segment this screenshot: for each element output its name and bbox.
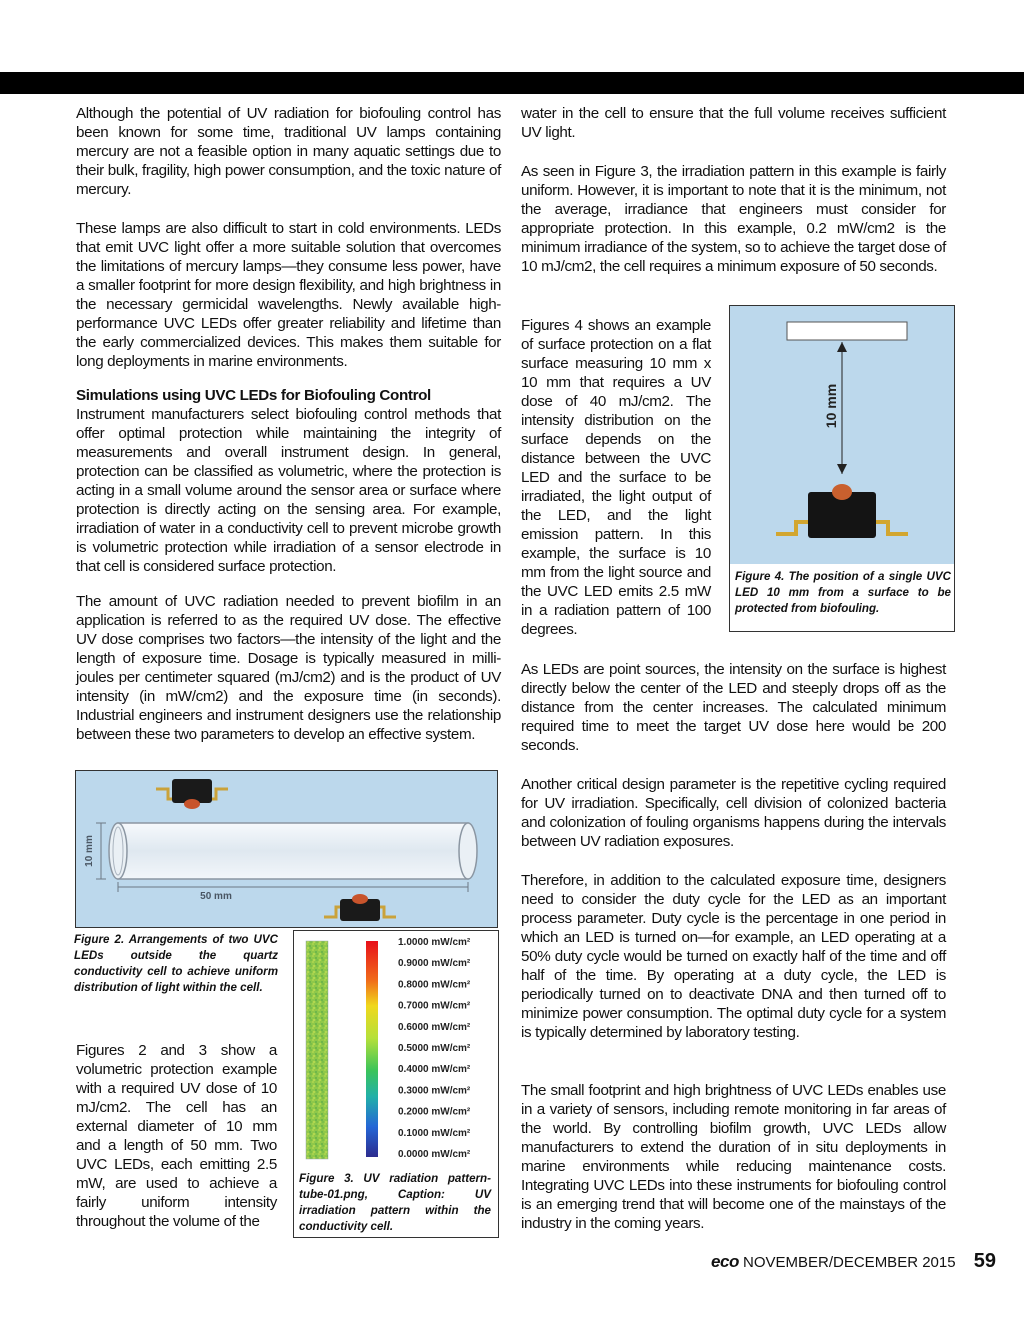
legend-label: 0.4000 mW/cm²	[398, 1064, 471, 1076]
color-scale-legend	[398, 937, 471, 1160]
legend-label: 0.0000 mW/cm²	[398, 1149, 471, 1160]
right-paragraph-4: As LEDs are point sources, the intensity on the surface is highest directly below the center of the LED and steeply drops off as the distance from the center increases. The calculated minimum required time to meet the target UV dose here would be 200 seconds.	[521, 661, 946, 754]
legend-label: 0.3000 mW/cm²	[398, 1085, 471, 1097]
page-footer	[711, 1250, 996, 1273]
magazine-logo: eco	[711, 1252, 739, 1271]
right-paragraph-6: Therefore, in addition to the calculated exposure time, designers need to consider the duty cycle for the LED as an important process parameter. Duty cycle is the percentage in one period in which an LED is turned on—for example, an LED operating at a 50% duty cycle would be turned on exactly half of the time and off half of the time. By operating at a duty cycle, the LED is periodically turned on to deactivate DNA and then turned off to minimize power consumption. The optimal duty cycle for a system is typically determined by laboratory testing.	[521, 872, 946, 1041]
legend-label: 0.6000 mW/cm²	[398, 1021, 471, 1033]
figure-4-distance-label: 10 mm	[823, 383, 839, 429]
uvc-led	[776, 484, 908, 538]
legend-label: 0.2000 mW/cm²	[398, 1106, 471, 1118]
left-paragraph-4: The amount of UVC radiation needed to prevent biofilm in an application is referred to as the required UV dose. The effective UV dose comprises two factors—the intensity of the light and the length of exposure time. Dosage is typically measured in milli-joules per centimeter squared (mJ/cm2) and is the product of UV intensity (in mW/cm2) and the exposure time (in seconds). Industrial engineers and instrument designers use the relationship between these two parameters to develop an effective system.	[76, 593, 501, 743]
legend-label: 0.8000 mW/cm²	[398, 979, 471, 991]
led-distance-diagram	[730, 306, 954, 564]
led-top	[156, 779, 228, 809]
right-paragraph-2: As seen in Figure 3, the irradiation pattern in this example is fairly uniform. However, it is important to note that it is the minimum, not the average, irradiance that engineers must consider for appropriate protection. In this example, 0.2 mW/cm2 is the minimum irradiance of the system, so to achieve the target dose of 10 mJ/cm2, the cell requires a minimum exposure of 50 seconds.	[521, 163, 946, 275]
irradiation-pattern-strip	[306, 941, 328, 1159]
irradiation-pattern-chart	[294, 931, 498, 1171]
led-bottom	[324, 894, 396, 921]
figure-3-caption: Figure 3. UV radiation pattern-tube-01.png, Caption: UV irradiation pattern within the conductivity cell.	[299, 1172, 491, 1233]
page-number: 59	[973, 1250, 996, 1272]
length-dimension	[118, 882, 468, 902]
color-scale-bar	[366, 941, 378, 1157]
height-dimension	[84, 823, 106, 879]
left-paragraph-2: These lamps are also difficult to start in cold environments. LEDs that emit UVC light offer a more suitable solution that overcomes the limitations of mercury lamps—they consume less power, have a smaller footprint for more design flexibility, and high brightness in the necessary germicidal wavelengths. Newly available high-performance UVC LEDs offer greater reliability and lifetime than the early commercialized devices. This makes them suitable for long deployments in marine environments.	[76, 220, 501, 370]
right-paragraph-5: Another critical design parameter is the repetitive cycling required for UV irradiation. Specifically, cell division of colonized bacteria and colonization of fouling organisms happens during the intervals between UV radiation exposures.	[521, 776, 946, 850]
legend-label: 0.7000 mW/cm²	[398, 1000, 471, 1012]
legend-label: 0.1000 mW/cm²	[398, 1127, 471, 1139]
figure-2-caption: Figure 2. Arrangements of two UVC LEDs outside the quartz conductivity cell to achieve uniform distribution of light within the cell.	[74, 933, 278, 994]
protected-surface	[787, 322, 907, 340]
left-paragraph-5: Figures 2 and 3 show a volumetric protection example with a required UV dose of 10 mJ/cm2. The cell has an external diameter of 10 mm and a length of 50 mm. Two UVC LEDs, each emitting 2.5 mW, are used to achieve a fairly uniform intensity throughout the volume of the	[76, 1042, 277, 1230]
issue-date: NOVEMBER/DECEMBER 2015	[743, 1254, 956, 1271]
quartz-tube	[109, 823, 477, 879]
figure-2-height-label: 10 mm	[84, 835, 95, 867]
header-bar	[0, 72, 1024, 94]
figure-4-caption: Figure 4. The position of a single UVC LED 10 mm from a surface to be protected from biofouling.	[735, 570, 951, 615]
figure-2-image	[75, 770, 498, 928]
figure-3	[293, 930, 499, 1238]
right-paragraph-1: water in the cell to ensure that the full volume receives sufficient UV light.	[521, 105, 946, 141]
left-paragraph-3: Instrument manufacturers select biofouling control methods that offer optimal protection while maintaining the integrity of measurements and overall instrument design. In general, protection can be classified as volumetric, where the protection is acting in a small volume around the sensor area or surface where protection is directly acting on the sensing area. For example, irradiation of water in a conductivity cell to prevent microbe growth is volumetric protection while irradiation of a sensor electrode in that cell is considered surface protection.	[76, 406, 501, 575]
conductivity-cell-diagram	[76, 771, 497, 927]
legend-label: 0.9000 mW/cm²	[398, 958, 471, 970]
section-heading: Simulations using UVC LEDs for Biofouling Control	[76, 387, 431, 404]
legend-label: 1.0000 mW/cm²	[398, 937, 471, 948]
left-paragraph-1: Although the potential of UV radiation for biofouling control has been known for some time, traditional UV lamps containing mercury are not a feasible option in many aquatic settings due to their bulk, fragility, high power consumption, and the toxic nature of mercury.	[76, 105, 501, 198]
legend-label: 0.5000 mW/cm²	[398, 1043, 471, 1054]
figure-2-length-label: 50 mm	[200, 891, 232, 902]
figure-4-image	[730, 306, 954, 564]
figure-4	[729, 305, 955, 632]
right-paragraph-7: The small footprint and high brightness of UVC LEDs enables use in a variety of sensors, including remote monitoring in far areas of the world. By controlling biofilm growth, UVC LEDs allow manufacturers to extend the duration of in situ deployments in marine environments while reducing maintenance costs. Integrating UVC LEDs into these instruments for biofouling control is an emerging trend that will become one of the mainstays of the industry in the coming years.	[521, 1082, 946, 1232]
right-paragraph-3: Figures 4 shows an example of surface protection on a flat surface measuring 10 mm x 10 mm that requires a UV dose of 40 mJ/cm2. The intensity distribution on the surface depends on the distance between the UVC LED and the surface to be irradiated, the light output of the LED, and the light emission pattern. In this example, the surface is 10 mm from the light source and the UVC LED emits 2.5 mW in a radiation pattern of 100 degrees.	[521, 317, 711, 638]
